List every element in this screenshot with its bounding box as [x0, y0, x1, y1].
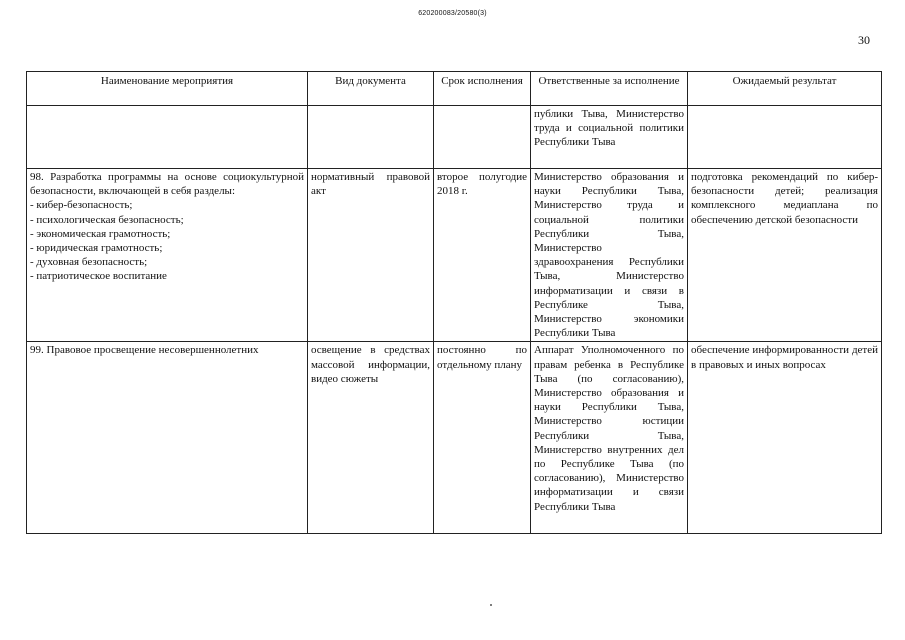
cell-deadline: постоянно по отдельному плану: [434, 342, 531, 534]
cell-doc-type: [308, 106, 434, 169]
cell-responsible: Министерство образования и науки Республики Тыва, Министерство труда и социальной политики Республики Тыва, Министерство здравоохранения Республики Тыва, Министерство информатизации и связи в Республике Тыва, Министерство экономики Республики Тыва: [531, 169, 688, 342]
table-row-continuation: [27, 106, 882, 169]
cell-deadline: второе полугодие 2018 г.: [434, 169, 531, 342]
table-row-99: [27, 342, 882, 534]
column-header-doc-type: Вид документа: [308, 72, 434, 106]
document-id: 620200083/20580(3): [418, 10, 487, 17]
measure-title: 98. Разработка программы на основе социокультурной безопасности, включающей в себя разделы:: [30, 171, 304, 198]
section-item: - юридическая грамотность;: [30, 242, 163, 255]
cell-result: подготовка рекомендаций по кибер-безопасности детей; реализация комплексного медиаплана по обеспечению детской безопасности: [688, 169, 882, 342]
section-item: - экономическая грамотность;: [30, 227, 171, 240]
table-row-98: [27, 169, 882, 342]
measures-table: [26, 71, 882, 534]
section-item: - кибер-безопасность;: [30, 199, 133, 212]
column-header-deadline: Срок исполнения: [434, 72, 531, 106]
column-header-responsible: Ответственные за исполнение: [531, 72, 688, 106]
column-header-result: Ожидаемый результат: [688, 72, 882, 106]
scan-speck: [490, 604, 492, 606]
section-item: - духовная безопасность;: [30, 256, 148, 269]
cell-name: [27, 106, 308, 169]
cell-deadline: [434, 106, 531, 169]
cell-responsible: Аппарат Уполномоченного по правам ребенка в Республике Тыва (по согласованию), Министерство образования и науки Республики Тыва, Министерство юстиции Республики Тыва, Министерство внутренних дел по Республике Тыва (по согласованию), Министерство информатизации и связи Республики Тыва: [531, 342, 688, 534]
cell-result: [688, 106, 882, 169]
section-item: - патриотическое воспитание: [30, 270, 167, 283]
column-header-name: Наименование мероприятия: [27, 72, 308, 106]
cell-name: 99. Правовое просвещение несовершеннолетних: [27, 342, 308, 534]
cell-name: [27, 169, 308, 342]
cell-result: обеспечение информированности детей в правовых и иных вопросах: [688, 342, 882, 534]
cell-doc-type: освещение в средствах массовой информации, видео сюжеты: [308, 342, 434, 534]
table-header-row: [27, 72, 882, 106]
page-number: 30: [858, 33, 870, 47]
cell-responsible: публики Тыва, Министерство труда и социальной политики Республики Тыва: [531, 106, 688, 169]
cell-doc-type: нормативный правовой акт: [308, 169, 434, 342]
section-item: - психологическая безопасность;: [30, 213, 184, 226]
